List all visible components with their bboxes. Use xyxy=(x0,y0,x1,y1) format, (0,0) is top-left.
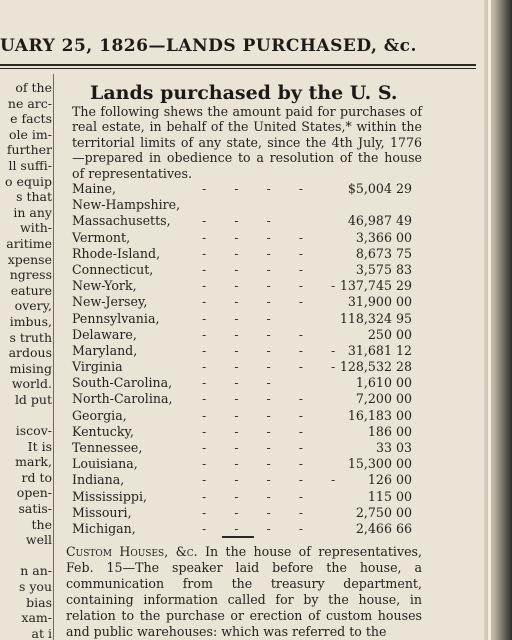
left-column-line: ngress xyxy=(9,267,52,283)
left-column-line: ld put xyxy=(14,391,52,407)
amount-paid: 15,300 00 xyxy=(347,456,412,472)
state-name: Massachusetts, xyxy=(72,213,171,229)
state-name: Virginia xyxy=(72,359,123,375)
state-name: New-Hampshire, xyxy=(72,197,181,213)
custom-houses-lead: Custom Houses, &c. xyxy=(66,544,198,559)
amount-paid: $5,004 29 xyxy=(347,181,412,196)
leader-dashes: - - - - xyxy=(202,504,316,520)
left-column-line: o equip xyxy=(5,173,52,189)
amount-paid: 33 03 xyxy=(375,440,412,455)
page-header: UARY 25, 1826—LANDS PURCHASED, &c. xyxy=(0,36,417,56)
table-row xyxy=(72,278,412,294)
leader-dashes: - - - - xyxy=(202,245,316,261)
custom-houses-paragraph xyxy=(66,544,422,640)
left-column-line: world. xyxy=(11,376,52,392)
state-name: Indiana, xyxy=(72,472,125,488)
left-column-line: n an- xyxy=(20,563,52,579)
state-name: Maryland, xyxy=(72,342,138,358)
amount-paid: 16,183 00 xyxy=(347,407,412,423)
left-column-line: ll suffi- xyxy=(8,157,52,173)
state-name: Vermont, xyxy=(72,229,131,245)
state-name: Michigan, xyxy=(72,520,136,536)
state-name: Connecticut, xyxy=(72,261,154,277)
article-title: Lands purchased by the U. S. xyxy=(90,82,398,104)
state-name: New-York, xyxy=(72,278,137,294)
table-row xyxy=(72,440,412,456)
state-name: South-Carolina, xyxy=(72,375,173,391)
left-column-fragment xyxy=(0,80,52,640)
table-row xyxy=(72,230,412,246)
amount-paid: 31,681 12 xyxy=(347,342,412,358)
amount-paid: 115 00 xyxy=(367,488,412,504)
left-column-line: mark, xyxy=(15,454,52,470)
left-column-line: ole im- xyxy=(9,126,52,142)
amount-paid: 128,532 28 xyxy=(339,359,412,375)
state-name: Georgia, xyxy=(72,407,127,423)
state-name: Louisiana, xyxy=(72,456,138,472)
table-row xyxy=(72,246,412,262)
table-row xyxy=(72,472,412,488)
table-row xyxy=(72,408,412,424)
left-column-line xyxy=(0,548,52,564)
amount-paid: 7,200 00 xyxy=(355,391,412,407)
table-row xyxy=(72,343,412,359)
table-row xyxy=(72,391,412,407)
leader-dashes: - - - xyxy=(202,375,283,391)
state-name: Mississippi, xyxy=(72,488,147,504)
amount-paid: 2,750 00 xyxy=(355,504,412,520)
table-row xyxy=(72,489,412,505)
state-name: Rhode-Island, xyxy=(72,245,161,261)
state-name: North-Carolina, xyxy=(72,391,173,407)
leader-dashes: - - - - xyxy=(202,261,316,277)
state-name: Pennsylvania, xyxy=(72,310,160,326)
left-column-line: open- xyxy=(16,485,52,501)
page-edge xyxy=(488,0,491,640)
left-column-line: s that xyxy=(16,189,52,205)
table-row xyxy=(72,262,412,278)
state-name: Maine, xyxy=(72,181,116,196)
leader-dashes: - - - - xyxy=(202,488,316,504)
state-name: Kentucky, xyxy=(72,423,134,439)
left-column-line: rd to xyxy=(21,469,52,485)
leader-dashes: - - - - xyxy=(202,520,316,536)
leader-dashes: - - - - xyxy=(202,294,316,310)
table-row xyxy=(72,521,412,537)
left-column-line: well xyxy=(25,532,52,548)
table-row xyxy=(72,197,412,213)
leader-dashes: - - - - xyxy=(202,229,316,245)
table-row xyxy=(72,311,412,327)
left-column-line xyxy=(0,407,52,423)
left-column-line: s truth xyxy=(9,329,52,345)
state-name: Delaware, xyxy=(72,326,137,342)
left-column-line: s you xyxy=(18,579,52,594)
amount-paid: 3,575 83 xyxy=(355,261,412,277)
header-rule xyxy=(0,64,476,66)
left-column-line: with- xyxy=(20,220,52,236)
amount-paid: 46,987 49 xyxy=(347,213,412,229)
table-row xyxy=(72,294,412,310)
amount-paid: 137,745 29 xyxy=(339,278,412,294)
table-row xyxy=(72,505,412,521)
left-column-line: aritime xyxy=(6,235,52,251)
leader-dashes: - - - - - xyxy=(202,472,348,488)
amount-paid: 31,900 00 xyxy=(347,294,412,310)
header-rule-thin xyxy=(0,68,476,69)
leader-dashes: - - - - - xyxy=(202,278,348,294)
left-column-line: xam- xyxy=(21,610,52,626)
table-row xyxy=(72,424,412,440)
column-divider xyxy=(53,74,54,640)
amount-paid: 2,466 66 xyxy=(355,520,412,536)
table-row xyxy=(72,181,412,197)
table-row xyxy=(72,327,412,343)
left-column-line: ne arc- xyxy=(7,95,52,111)
leader-dashes: - - - - xyxy=(202,423,316,439)
left-column-line: imbus, xyxy=(9,313,52,329)
left-column-line: in any xyxy=(13,204,52,220)
left-column-line: e facts xyxy=(10,111,52,127)
table-row xyxy=(72,359,412,375)
left-column-line: further xyxy=(6,142,52,158)
custom-houses-text: In the house of representatives, Feb. 15—The speaker laid before the house, a communication from the treasury department, containing information called for by the house, in relation to the purchase or erection of custom houses and public warehouses: which was referred to the xyxy=(66,544,422,639)
table-row xyxy=(72,213,412,229)
purchases-table xyxy=(72,181,412,537)
table-row xyxy=(72,456,412,472)
state-name: Tennessee, xyxy=(72,440,143,455)
left-column-line: ardous xyxy=(8,345,52,361)
leader-dashes: - - - - xyxy=(202,407,316,423)
left-column-line: overy, xyxy=(14,298,52,314)
amount-paid: 118,324 95 xyxy=(339,310,412,326)
amount-paid: 186 00 xyxy=(367,423,412,439)
leader-dashes: - - - - - xyxy=(202,342,348,358)
leader-dashes: - - - - xyxy=(202,440,316,455)
left-column-line: iscov- xyxy=(15,423,52,439)
state-name: Missouri, xyxy=(72,504,132,520)
amount-paid: 8,673 75 xyxy=(355,245,412,261)
left-column-line: xpense xyxy=(7,251,52,267)
left-column-line: of the xyxy=(15,80,52,95)
left-column-line: the xyxy=(31,516,52,532)
left-column-line: eature xyxy=(10,282,52,298)
amount-paid: 1,610 00 xyxy=(355,375,412,391)
leader-dashes: - - - xyxy=(202,213,283,229)
leader-dashes: - - - - xyxy=(202,326,316,342)
left-column-line: mising xyxy=(9,360,52,376)
leader-dashes: - - - - xyxy=(202,181,316,196)
article-intro: The following shews the amount paid for purchases of real estate, in behalf of the United States,* within the territorial limits of any state, since the 4th July, 1776—prepared in obedience to a resolution of the house of representatives. xyxy=(72,104,422,181)
amount-paid: 126 00 xyxy=(367,472,412,488)
left-column-line: It is xyxy=(27,438,52,454)
amount-paid: 250 00 xyxy=(367,326,412,342)
table-row xyxy=(72,375,412,391)
state-name: New-Jersey, xyxy=(72,294,148,310)
section-divider xyxy=(222,536,254,538)
left-column-line: bias xyxy=(26,594,52,610)
leader-dashes: - - - - - xyxy=(202,359,348,375)
left-column-line: at i xyxy=(31,625,52,640)
left-column-line: satis- xyxy=(18,501,52,517)
leader-dashes: - - - xyxy=(202,310,283,326)
leader-dashes: - - - - xyxy=(202,391,316,407)
amount-paid: 3,366 00 xyxy=(355,229,412,245)
leader-dashes: - - - - xyxy=(202,456,316,472)
